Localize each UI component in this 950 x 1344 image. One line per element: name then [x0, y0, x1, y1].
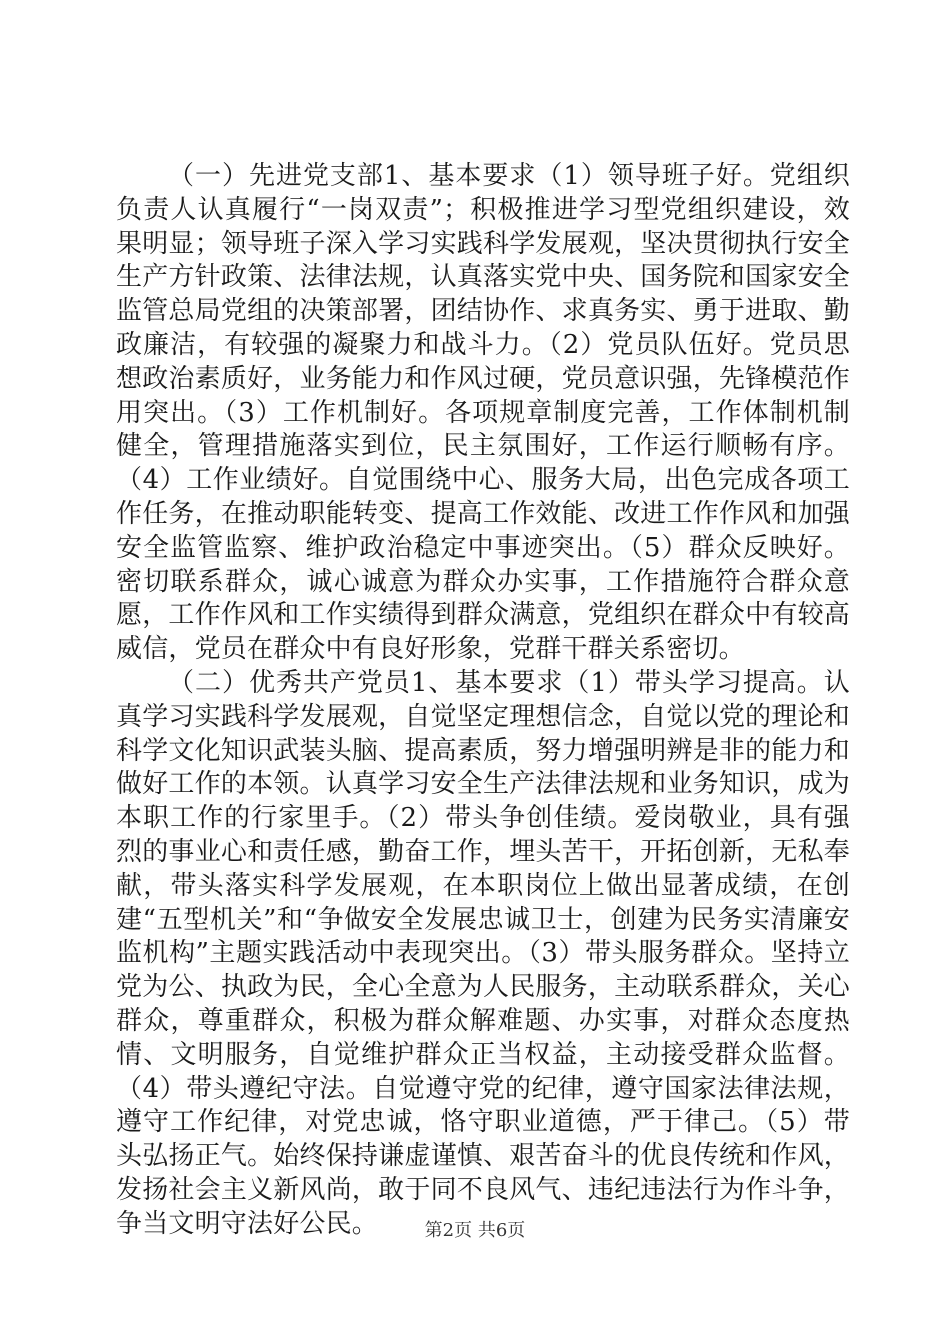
paragraph-advanced-party-branch: （一）先进党支部1、基本要求（1）领导班子好。党组织负责人认真履行“一岗双责”；积极推进学习型党组织建设，效果明显；领导班子深入学习实践科学发展观，坚决贯彻执行安全生产方针政策、法律法规，认真落实党中央、国务院和国家安全监管总局党组的决策部署，团结协作、求真务实、勇于进取、勤政廉洁，有较强的凝聚力和战斗力。（2）党员队伍好。党员思想政治素质好，业务能力和作风过硬，党员意识强，先锋模范作用突出。（3）工作机制好。各项规章制度完善，工作体制机制健全，管理措施落实到位，民主氛围好，工作运行顺畅有序。（4）工作业绩好。自觉围绕中心、服务大局，出色完成各项工作任务，在推动职能转变、提高工作效能、改进工作作风和加强安全监管监察、维护政治稳定中事迹突出。（5）群众反映好。密切联系群众，诚心诚意为群众办实事，工作措施符合群众意愿，工作作风和工作实绩得到群众满意，党组织在群众中有较高威信，党员在群众中有良好形象，党群干群关系密切。 — [116, 161, 850, 665]
page-number-footer: 第2页 共6页 — [424, 1220, 526, 1241]
paragraph-outstanding-party-member: （二）优秀共产党员1、基本要求（1）带头学习提高。认真学习实践科学发展观，自觉坚定理想信念，自觉以党的理论和科学文化知识武装头脑、提高素质，努力增强明辨是非的能力和做好工作的本领。认真学习安全生产法律法规和业务知识，成为本职工作的行家里手。（2）带头争创佳绩。爱岗敬业，具有强烈的事业心和责任感，勤奋工作，埋头苦干，开拓创新，无私奉献，带头落实科学发展观，在本职岗位上做出显著成绩，在创建“五型机关”和“争做安全发展忠诚卫士，创建为民务实清廉安监机构”主题实践活动中表现突出。（3）带头服务群众。坚持立党为公、执政为民，全心全意为人民服务，主动联系群众，关心群众，尊重群众，积极为群众解难题、办实事，对群众态度热情、文明服务，自觉维护群众正当权益，主动接受群众监督。（4）带头遵纪守法。自觉遵守党的纪律，遵守国家法律法规，遵守工作纪律，对党忠诚，恪守职业道德，严于律己。（5）带头弘扬正气。始终保持谦虚谨慎、艰苦奋斗的优良传统和作风，发扬社会主义新风尚，敢于同不良风气、违纪违法行为作斗争，争当文明守法好公民。 — [116, 667, 850, 1239]
document-body — [116, 160, 850, 1242]
